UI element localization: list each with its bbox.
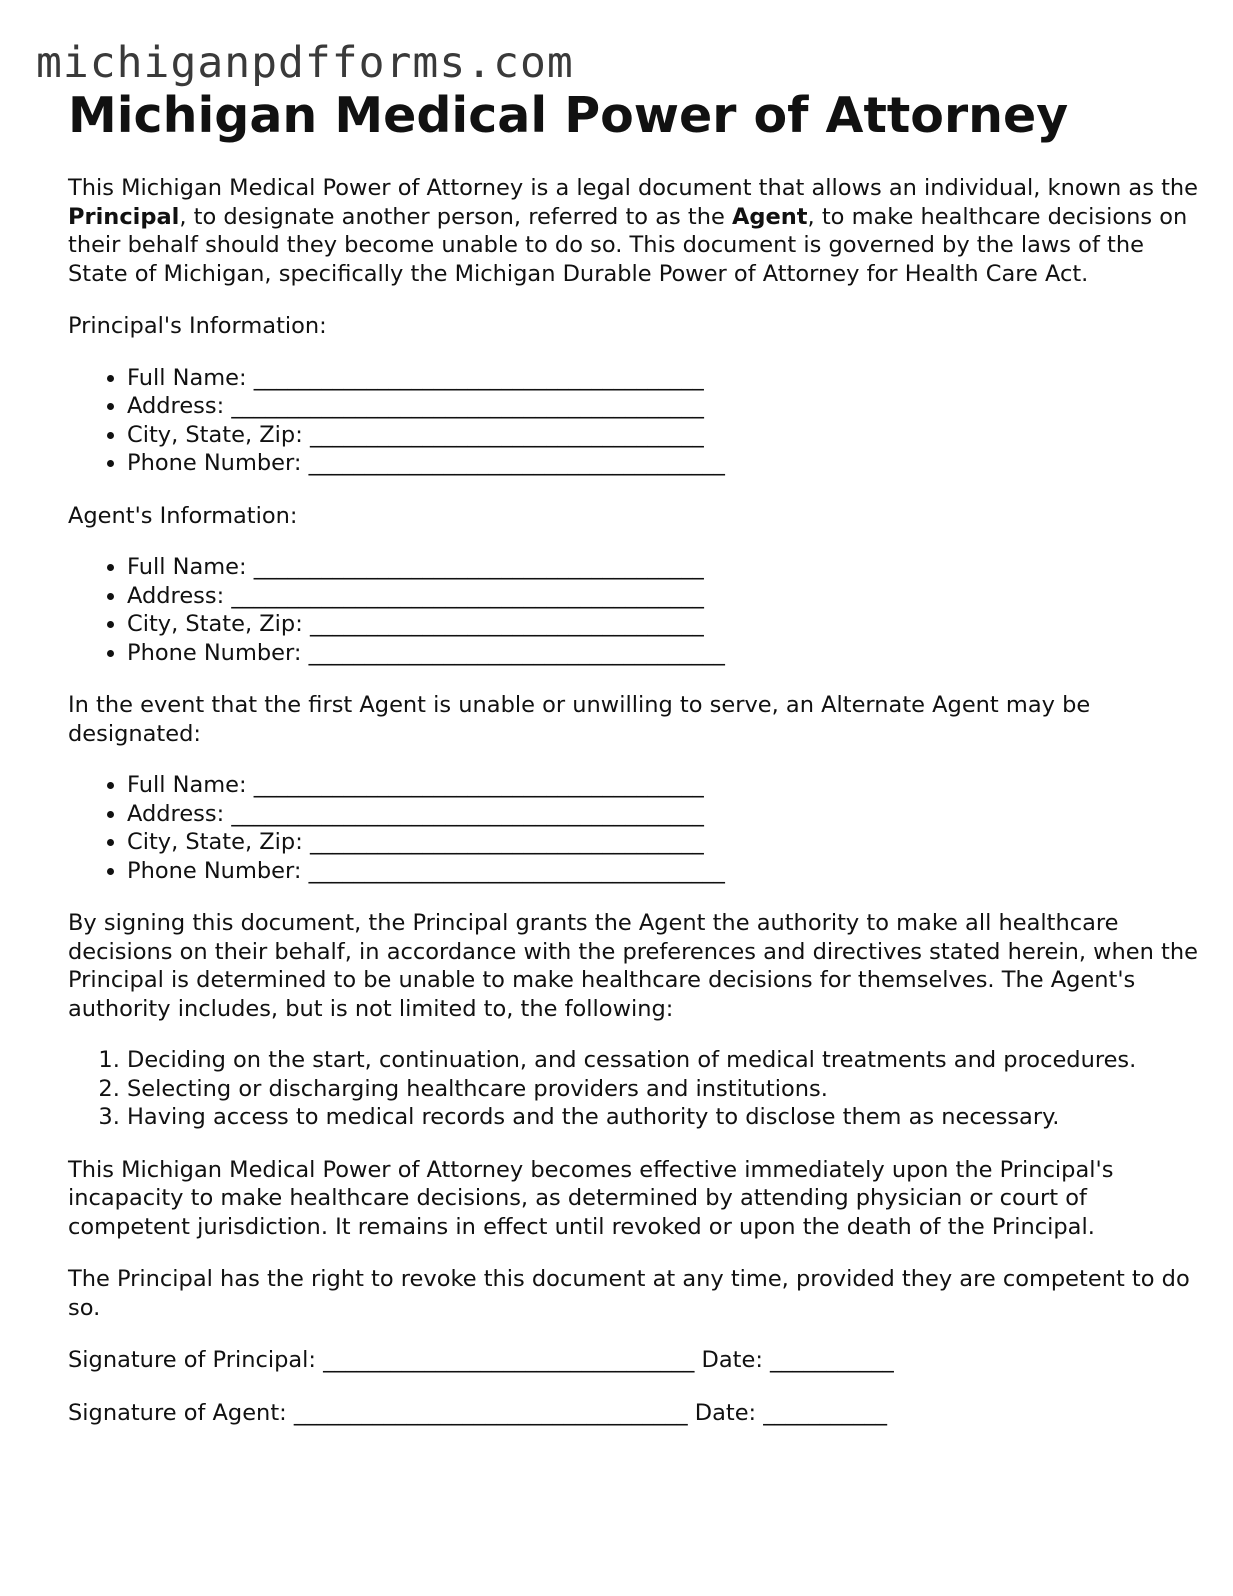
agent-address-field[interactable]: • Address: __________________________________________ [127,582,1198,611]
agent-city-state-zip-field[interactable]: • City, State, Zip: ___________________________________ [127,610,1198,639]
authority-paragraph: By signing this document, the Principal grants the Agent the authority to make all healthcare decisions on their behalf, in accordance with the preferences and directives stated herein, when the Principal is determined to be unable to make healthcare decisions for themselves. The Agent's authority includes, but is not limited to, the following: [68,910,1198,1022]
authority-item: 2. Selecting or discharging healthcare providers and institutions. [127,1075,1198,1104]
watermark: michiganpdfforms.com [36,38,574,88]
agent-full-name-field[interactable]: • Full Name: ________________________________________ [127,553,1198,582]
principal-info-list [68,364,1198,478]
intro-text-3: , to make healthcare decisions on their behalf should they become unable to do so. This document is governed by the laws of the State of Michigan, specifically the Michigan Durable Power of Attorney for Health Care Act. [68,203,1188,287]
principal-info-heading: Principal's Information: [68,313,327,339]
intro-text-1: This Michigan Medical Power of Attorney is a legal document that allows an individual, known as the [68,175,1198,201]
authority-item: 3. Having access to medical records and the authority to disclose them as necessary. [127,1103,1198,1132]
principal-term: Principal [68,203,180,230]
alternate-agent-heading: In the event that the first Agent is unable or unwilling to serve, an Alternate Agent may be designated: [68,692,1091,747]
alternate-full-name-field[interactable]: • Full Name: ________________________________________ [127,771,1198,800]
agent-info-list [68,553,1198,667]
alternate-phone-field[interactable]: • Phone Number: _____________________________________ [127,857,1198,886]
principal-signature-line[interactable]: Signature of Principal: _________________________________ Date: ___________ [68,1347,894,1373]
principal-phone-field[interactable]: • Phone Number: _____________________________________ [127,449,1198,478]
intro-text-2: , to designate another person, referred to as the [179,203,732,230]
revoke-paragraph: The Principal has the right to revoke this document at any time, provided they are competent to do so. [68,1266,1190,1321]
document-body [68,84,1198,1427]
agent-phone-field[interactable]: • Phone Number: _____________________________________ [127,639,1198,668]
effective-paragraph: This Michigan Medical Power of Attorney becomes effective immediately upon the Principal's incapacity to make healthcare decisions, as determined by attending physician or court of competent jurisdiction. It remains in effect until revoked or upon the death of the Principal. [68,1156,1114,1240]
agent-signature-line[interactable]: Signature of Agent: ___________________________________ Date: ___________ [68,1399,888,1426]
alternate-agent-list [68,771,1198,885]
document-title: Michigan Medical Power of Attorney [68,87,1069,144]
principal-city-state-zip-field[interactable]: • City, State, Zip: ___________________________________ [127,421,1198,450]
authority-item: 1. Deciding on the start, continuation, and cessation of medical treatments and procedures. [127,1046,1198,1075]
principal-full-name-field[interactable]: • Full Name: ________________________________________ [127,364,1198,393]
alternate-address-field[interactable]: • Address: __________________________________________ [127,800,1198,829]
agent-info-heading: Agent's Information: [68,502,298,529]
alternate-city-state-zip-field[interactable]: • City, State, Zip: ___________________________________ [127,828,1198,857]
agent-term: Agent [731,203,808,230]
principal-address-field[interactable]: • Address: __________________________________________ [127,392,1198,421]
authority-list [68,1046,1198,1132]
intro-paragraph [68,174,1198,288]
